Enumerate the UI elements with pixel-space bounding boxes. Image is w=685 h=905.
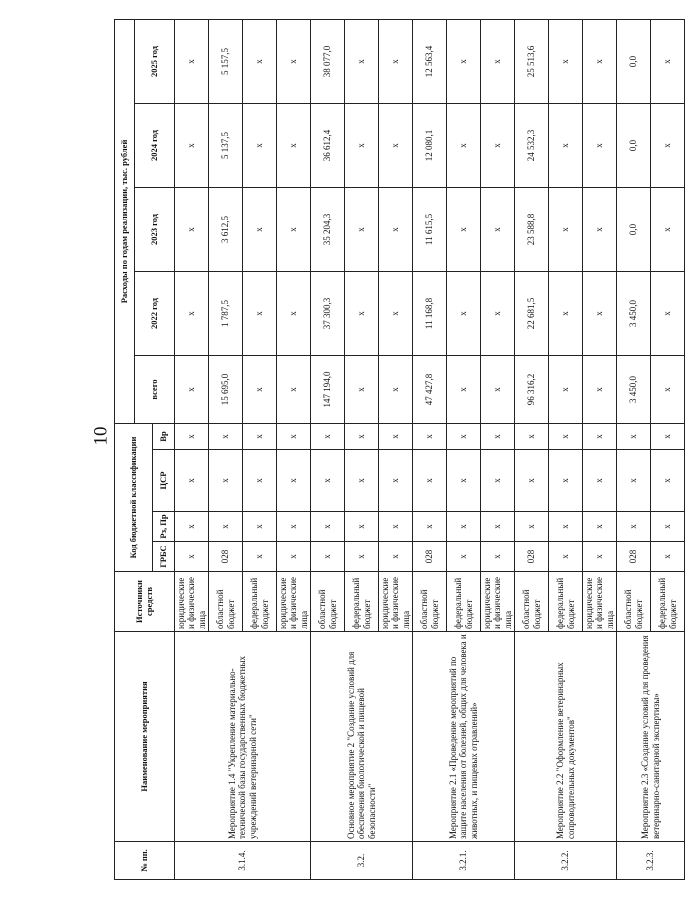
cell-y2022: 22 681,5 [515,272,549,356]
cell-y2025: х [277,19,311,103]
cell-y2024: х [379,104,413,188]
cell-y2024: 5 137,5 [209,104,243,188]
cell-y2025: 25 513,6 [515,19,549,103]
cell-y2023: х [243,188,277,272]
cell-y2022: х [583,272,617,356]
cell-vr: х [651,424,685,450]
cell-y2022: 37 300,3 [311,272,345,356]
cell-y2024: х [243,104,277,188]
cell-y2025: 38 077,0 [311,19,345,103]
cell-vr: х [617,424,651,450]
funding-source: федеральный бюджет [345,572,379,632]
row-number: 3.2. [311,842,413,880]
cell-rzpr: х [583,512,617,542]
funding-source: областной бюджет [515,572,549,632]
header-grbs: ГРБС [153,542,175,572]
cell-y2024: х [651,104,685,188]
budget-table-sheet [114,20,678,880]
cell-y2025: х [549,19,583,103]
cell-y2024: х [549,104,583,188]
cell-total: х [277,356,311,424]
cell-rzpr: х [209,512,243,542]
cell-total: 15 695,0 [209,356,243,424]
cell-y2022: х [277,272,311,356]
cell-vr: х [379,424,413,450]
cell-total: х [345,356,379,424]
header-2024: 2024 год [135,104,175,188]
cell-total: х [651,356,685,424]
header-2025: 2025 год [135,19,175,103]
cell-y2025: х [345,19,379,103]
cell-y2025: х [583,19,617,103]
cell-rzpr: х [447,512,481,542]
cell-y2022: 1 787,5 [209,272,243,356]
header-kbk-group: Код бюджетной классификации [115,424,153,572]
cell-grbs: 028 [413,542,447,572]
cell-y2025: 5 157,5 [209,19,243,103]
cell-total: х [549,356,583,424]
page-number: 10 [90,426,112,446]
cell-rzpr: х [175,512,209,542]
table-body [175,19,685,879]
funding-source: областной бюджет [311,572,345,632]
cell-y2024: 0,0 [617,104,651,188]
cell-y2023: х [379,188,413,272]
cell-grbs: х [175,542,209,572]
cell-vr: х [277,424,311,450]
cell-total: х [243,356,277,424]
header-expenses-group: Расходы по годам реализации, тыс. рублей [115,19,135,423]
cell-y2022: х [549,272,583,356]
cell-csr: х [311,450,345,512]
cell-grbs: 028 [209,542,243,572]
row-number: 3.2.1. [413,842,515,880]
header-csr: ЦСР [153,450,175,512]
cell-y2025: х [447,19,481,103]
cell-y2025: х [243,19,277,103]
cell-csr: х [413,450,447,512]
cell-y2023: 0,0 [617,188,651,272]
cell-grbs: 028 [617,542,651,572]
cell-total: 3 450,0 [617,356,651,424]
cell-csr: х [515,450,549,512]
cell-csr: х [277,450,311,512]
cell-csr: х [379,450,413,512]
cell-y2022: х [481,272,515,356]
cell-grbs: х [345,542,379,572]
cell-y2023: 35 204,3 [311,188,345,272]
cell-y2022: х [651,272,685,356]
cell-y2024: 36 612,4 [311,104,345,188]
funding-source: федеральный бюджет [243,572,277,632]
cell-rzpr: х [379,512,413,542]
measure-name: Мероприятие 2.2 "Оформление ветеринарных сопроводительных документов" [515,632,617,842]
cell-y2023: 11 615,5 [413,188,447,272]
cell-total: х [379,356,413,424]
measure-name: Мероприятие 2.3 «Создание условий для проведения ветеринарно-санитарной экспертизы» [617,632,685,842]
funding-source: юридические и физические лица [175,572,209,632]
table-row [617,19,651,879]
cell-rzpr: х [651,512,685,542]
cell-rzpr: х [345,512,379,542]
cell-y2023: х [175,188,209,272]
cell-total: х [481,356,515,424]
header-num: № пп. [115,842,175,880]
cell-rzpr: х [515,512,549,542]
funding-source: федеральный бюджет [549,572,583,632]
funding-source: юридические и физические лица [277,572,311,632]
funding-source: юридические и физические лица [379,572,413,632]
cell-y2022: х [447,272,481,356]
cell-csr: х [209,450,243,512]
table-row [311,19,345,879]
cell-csr: х [345,450,379,512]
cell-grbs: 028 [515,542,549,572]
cell-rzpr: х [243,512,277,542]
cell-y2025: 12 563,4 [413,19,447,103]
cell-rzpr: х [413,512,447,542]
funding-source: юридические и физические лица [481,572,515,632]
cell-y2023: х [549,188,583,272]
cell-grbs: х [583,542,617,572]
cell-y2023: х [651,188,685,272]
row-number: 3.2.3. [617,842,685,880]
cell-grbs: х [277,542,311,572]
cell-y2022: 3 450,0 [617,272,651,356]
cell-y2025: 0,0 [617,19,651,103]
cell-vr: х [175,424,209,450]
header-total: всего [135,356,175,424]
funding-source: областной бюджет [209,572,243,632]
cell-y2022: х [345,272,379,356]
row-number: 3.2.2. [515,842,617,880]
cell-vr: х [345,424,379,450]
cell-grbs: х [379,542,413,572]
cell-csr: х [617,450,651,512]
cell-total: 147 194,0 [311,356,345,424]
cell-total: 47 427,8 [413,356,447,424]
cell-y2024: х [481,104,515,188]
header-2023: 2023 год [135,188,175,272]
cell-rzpr: х [481,512,515,542]
cell-grbs: х [481,542,515,572]
cell-y2023: 3 612,5 [209,188,243,272]
cell-y2024: 24 532,3 [515,104,549,188]
cell-y2025: х [481,19,515,103]
header-name: Наименование мероприятия [115,632,175,842]
cell-vr: х [583,424,617,450]
cell-total: 96 316,2 [515,356,549,424]
cell-rzpr: х [617,512,651,542]
cell-csr: х [651,450,685,512]
table-row [413,19,447,879]
cell-y2024: х [277,104,311,188]
cell-grbs: х [243,542,277,572]
cell-total: х [583,356,617,424]
cell-y2023: х [277,188,311,272]
measure-name: Мероприятие 2.1 «Проведение мероприятий по защите населения от болезней, общих для человека и животных, и пищевых отравлений» [413,632,515,842]
funding-source: областной бюджет [617,572,651,632]
cell-rzpr: х [549,512,583,542]
cell-y2025: х [175,19,209,103]
cell-csr: х [549,450,583,512]
cell-csr: х [175,450,209,512]
funding-source: федеральный бюджет [447,572,481,632]
header-2022: 2022 год [135,272,175,356]
row-number: 3.1.4. [175,842,311,880]
cell-vr: х [515,424,549,450]
cell-vr: х [549,424,583,450]
cell-rzpr: х [311,512,345,542]
cell-vr: х [209,424,243,450]
cell-total: х [175,356,209,424]
cell-y2022: х [175,272,209,356]
cell-csr: х [243,450,277,512]
measure-name: Основное мероприятие 2 "Создание условий для обеспечения биологической и пищевой безопасности" [311,632,413,842]
cell-vr: х [447,424,481,450]
cell-vr: х [481,424,515,450]
cell-y2023: х [345,188,379,272]
cell-grbs: х [447,542,481,572]
cell-y2022: х [243,272,277,356]
cell-y2022: х [379,272,413,356]
cell-grbs: х [311,542,345,572]
cell-vr: х [413,424,447,450]
header-vr: Вр [153,424,175,450]
table-row [515,19,549,879]
cell-y2024: х [447,104,481,188]
cell-y2023: х [447,188,481,272]
cell-y2025: х [379,19,413,103]
cell-y2024: 12 080,1 [413,104,447,188]
cell-csr: х [481,450,515,512]
cell-grbs: х [549,542,583,572]
cell-y2025: х [651,19,685,103]
cell-y2023: х [583,188,617,272]
header-source: Источники средств [115,572,175,632]
cell-y2022: 11 168,8 [413,272,447,356]
funding-source: юридические и физические лица [583,572,617,632]
measure-name: Мероприятие 1.4 "Укрепление материально-технической базы государственных бюджетных учреждений ветеринарной сети" [175,632,311,842]
cell-total: х [447,356,481,424]
cell-vr: х [243,424,277,450]
cell-csr: х [447,450,481,512]
cell-grbs: х [651,542,685,572]
funding-source: федеральный бюджет [651,572,685,632]
header-rzpr: Рз, Пр [153,512,175,542]
cell-csr: х [583,450,617,512]
funding-source: областной бюджет [413,572,447,632]
cell-vr: х [311,424,345,450]
cell-y2024: х [175,104,209,188]
cell-y2023: х [481,188,515,272]
budget-table [114,19,685,880]
table-row [175,19,209,879]
cell-y2024: х [345,104,379,188]
cell-rzpr: х [277,512,311,542]
cell-y2024: х [583,104,617,188]
cell-y2023: 23 588,8 [515,188,549,272]
